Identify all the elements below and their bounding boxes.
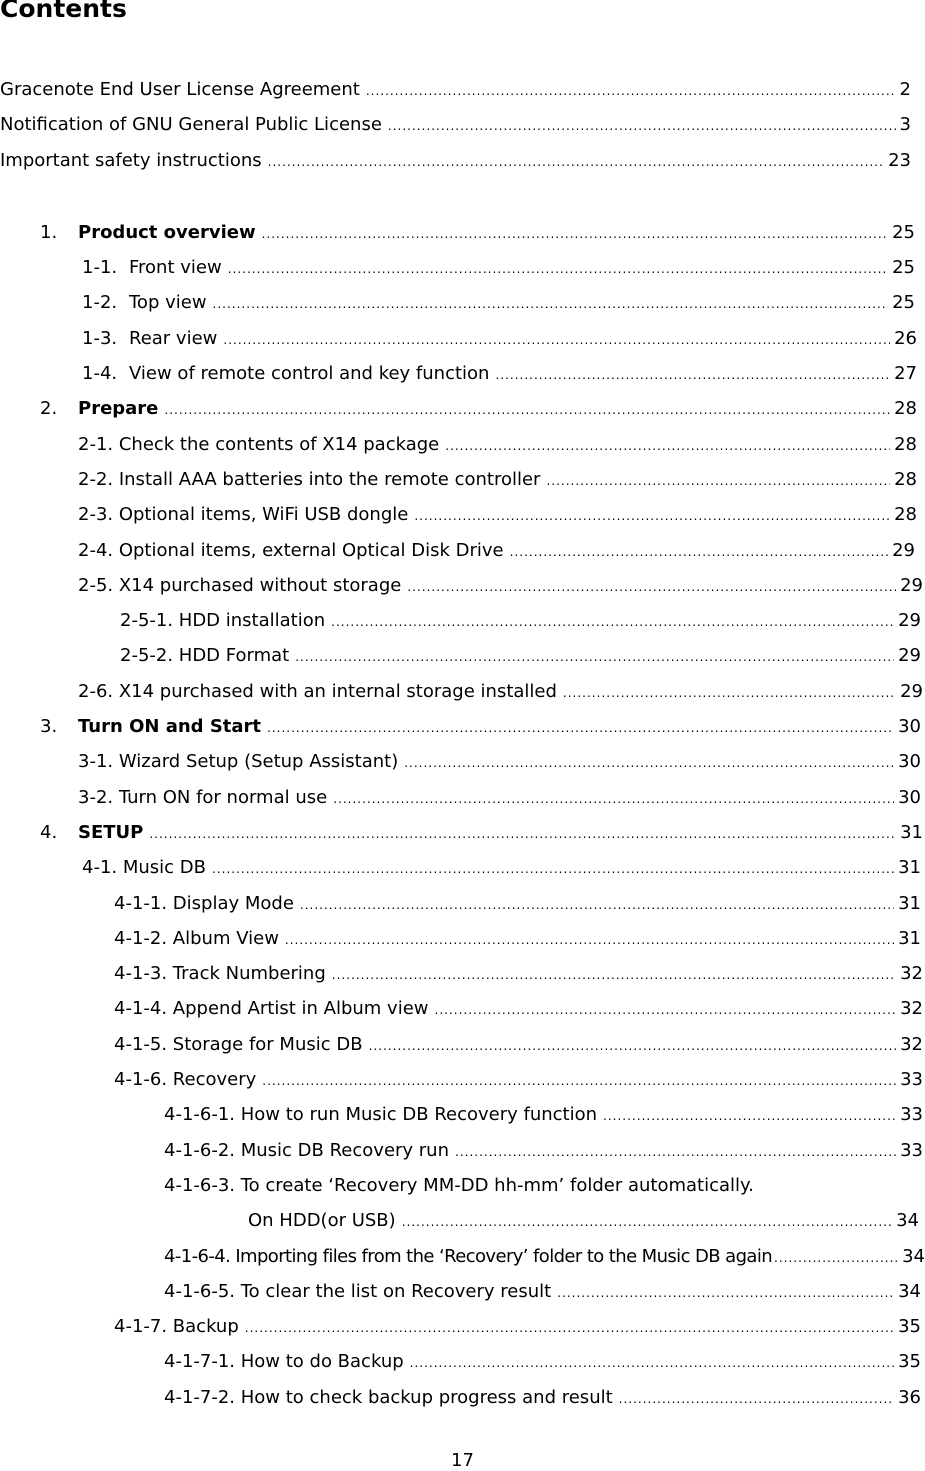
toc-entry-number: 1-2. <box>82 292 118 314</box>
toc-entry-page: 28 <box>894 398 917 420</box>
toc-entry[interactable] <box>0 709 925 744</box>
toc-entry-label: 2-1. Check the contents of X14 package <box>78 433 440 455</box>
toc-entry[interactable] <box>0 603 925 638</box>
toc-entry[interactable] <box>0 427 925 462</box>
toc-entry[interactable] <box>0 568 925 603</box>
toc-entry[interactable] <box>0 356 925 391</box>
toc-entry[interactable] <box>0 1239 925 1274</box>
toc-entry-number: 3. <box>40 716 58 738</box>
toc-entry-page: 36 <box>898 1386 921 1408</box>
toc-entry-label: 4-1-7-2. How to check backup progress and result <box>164 1386 613 1408</box>
toc-entry-label: Top view <box>129 292 207 314</box>
toc-entry-number: 2. <box>40 398 58 420</box>
toc-entry-label: Important safety instructions <box>0 149 262 171</box>
toc-entry-label: Prepare <box>78 398 159 420</box>
toc-entry-page: 28 <box>894 433 917 455</box>
toc-entry-number: 4. <box>40 821 58 843</box>
toc-entry[interactable] <box>0 533 925 568</box>
toc-entry-page: 26 <box>894 327 917 349</box>
toc-entry[interactable] <box>0 1097 925 1132</box>
table-of-contents <box>0 72 925 1415</box>
toc-entry[interactable] <box>0 1274 925 1309</box>
toc-entry-page: 30 <box>898 786 921 808</box>
toc-entry-page: 31 <box>900 821 923 843</box>
toc-entry-page: 35 <box>898 1351 921 1373</box>
toc-entry-page: 32 <box>900 998 923 1020</box>
toc-entry[interactable] <box>0 1203 925 1238</box>
toc-entry[interactable] <box>0 991 925 1026</box>
toc-entry-label: 4-1-6-1. How to run Music DB Recovery function <box>164 1104 598 1126</box>
toc-entry-number: 1. <box>40 221 58 243</box>
toc-entry-page: 28 <box>894 504 917 526</box>
toc-entry[interactable] <box>0 1027 925 1062</box>
toc-entry[interactable] <box>0 638 925 673</box>
toc-entry-label: 2-2. Install AAA batteries into the remote controller <box>78 468 541 490</box>
toc-entry-page: 3 <box>899 114 911 136</box>
toc-entry[interactable] <box>0 886 925 921</box>
toc-entry[interactable] <box>0 1168 925 1203</box>
toc-entry-label: 2-3. Optional items, WiFi USB dongle <box>78 504 409 526</box>
toc-entry-label: On HDD(or USB) <box>248 1210 396 1232</box>
toc-entry[interactable] <box>0 462 925 497</box>
toc-entry[interactable] <box>0 250 925 285</box>
toc-entry-label: 2-4. Optional items, external Optical Disk Drive <box>78 539 504 561</box>
toc-entry[interactable] <box>0 850 925 885</box>
toc-entry[interactable] <box>0 107 925 142</box>
toc-entry-page: 2 <box>899 79 911 100</box>
toc-entry-number: 1-3. <box>82 327 118 349</box>
toc-entry[interactable] <box>0 1133 925 1168</box>
toc-entry-label: 2-5-2. HDD Format <box>120 645 290 667</box>
toc-entry-label: Notification of GNU General Public License <box>0 114 382 136</box>
toc-entry-label: 2-5-1. HDD installation <box>120 610 326 632</box>
toc-entry-page: 33 <box>900 1104 923 1126</box>
toc-entry-label: 3-2. Turn ON for normal use <box>78 786 328 808</box>
toc-entry-page: 25 <box>892 221 915 243</box>
toc-entry-label: 4-1-6-5. To clear the list on Recovery result <box>164 1280 552 1302</box>
toc-entry-page: 34 <box>896 1210 919 1232</box>
toc-entry-page: 30 <box>898 751 921 773</box>
toc-entry-label: 4-1-2. Album View <box>114 927 279 949</box>
toc-entry-page: 34 <box>902 1245 925 1267</box>
toc-entry-label: View of remote control and key function <box>129 363 490 385</box>
toc-entry-label: Product overview <box>78 221 256 243</box>
toc-entry[interactable] <box>0 321 925 356</box>
toc-entry[interactable] <box>0 815 925 850</box>
page-title: Contents <box>0 0 127 23</box>
toc-entry-label: Turn ON and Start <box>78 716 262 738</box>
toc-entry-number: 1-4. <box>82 363 118 385</box>
toc-entry-label: Gracenote End User License Agreement <box>0 79 360 100</box>
toc-entry-label: 4-1-6-3. To create ‘Recovery MM-DD hh-mm’ folder automatically. <box>164 1174 754 1196</box>
toc-entry[interactable] <box>0 780 925 815</box>
toc-entry-page: 29 <box>900 574 923 596</box>
toc-entry-label: 4-1-7-1. How to do Backup <box>164 1351 404 1373</box>
toc-entry-page: 30 <box>898 716 921 738</box>
toc-entry-page: 25 <box>892 292 915 314</box>
toc-entry[interactable] <box>0 497 925 532</box>
toc-entry[interactable] <box>0 744 925 779</box>
toc-entry-label: 2-5. X14 purchased without storage <box>78 574 402 596</box>
toc-entry-page: 29 <box>898 610 921 632</box>
toc-entry-label: 4-1-6-2. Music DB Recovery run <box>164 1139 450 1161</box>
toc-entry-label: 4-1-7. Backup <box>114 1316 239 1338</box>
toc-entry[interactable] <box>0 1309 925 1344</box>
toc-entry-page: 29 <box>892 539 915 561</box>
toc-entry-page: 32 <box>900 963 923 985</box>
toc-entry[interactable] <box>0 1380 925 1415</box>
toc-entry-page: 25 <box>892 257 915 279</box>
toc-entry[interactable] <box>0 143 925 178</box>
toc-entry-label: 4-1-6. Recovery <box>114 1069 257 1091</box>
toc-entry-page: 28 <box>894 468 917 490</box>
toc-entry-page: 23 <box>888 149 911 171</box>
toc-entry[interactable] <box>0 72 925 107</box>
toc-entry-number: 1-1. <box>82 257 118 279</box>
toc-entry-label: 3-1. Wizard Setup (Setup Assistant) <box>78 751 399 773</box>
toc-entry[interactable] <box>0 215 925 250</box>
toc-entry-page: 34 <box>898 1280 921 1302</box>
toc-entry-label: 4-1. Music DB <box>82 857 206 879</box>
toc-entry-label: 4-1-5. Storage for Music DB <box>114 1033 363 1055</box>
page-number: 17 <box>451 1450 474 1471</box>
toc-entry-label: 2-6. X14 purchased with an internal storage installed <box>78 680 557 702</box>
toc-entry[interactable] <box>0 1062 925 1097</box>
toc-entry-label: 4-1-1. Display Mode <box>114 892 294 914</box>
toc-entry-label: Front view <box>129 257 222 279</box>
toc-entry[interactable] <box>0 391 925 426</box>
toc-entry-label: SETUP <box>78 821 144 843</box>
toc-entry[interactable] <box>0 921 925 956</box>
toc-entry-label: 4-1-3. Track Numbering <box>114 963 326 985</box>
toc-entry-page: 29 <box>898 645 921 667</box>
toc-entry-page: 29 <box>900 680 923 702</box>
toc-entry-page: 31 <box>898 857 921 879</box>
toc-entry-page: 31 <box>898 892 921 914</box>
toc-entry[interactable] <box>0 1344 925 1379</box>
toc-entry-label: Rear view <box>129 327 218 349</box>
toc-entry[interactable] <box>0 956 925 991</box>
toc-entry-page: 35 <box>898 1316 921 1338</box>
toc-entry-page: 31 <box>898 927 921 949</box>
toc-entry[interactable] <box>0 674 925 709</box>
toc-entry-label: 4-1-6-4. Importing files from the ‘Recovery’ folder to the Music DB again <box>164 1245 773 1267</box>
toc-entry-page: 33 <box>900 1069 923 1091</box>
toc-entry[interactable] <box>0 285 925 320</box>
toc-entry-label: 4-1-4. Append Artist in Album view <box>114 998 429 1020</box>
toc-entry-page: 27 <box>894 363 917 385</box>
toc-entry-page: 32 <box>900 1033 923 1055</box>
toc-entry-page: 33 <box>900 1139 923 1161</box>
